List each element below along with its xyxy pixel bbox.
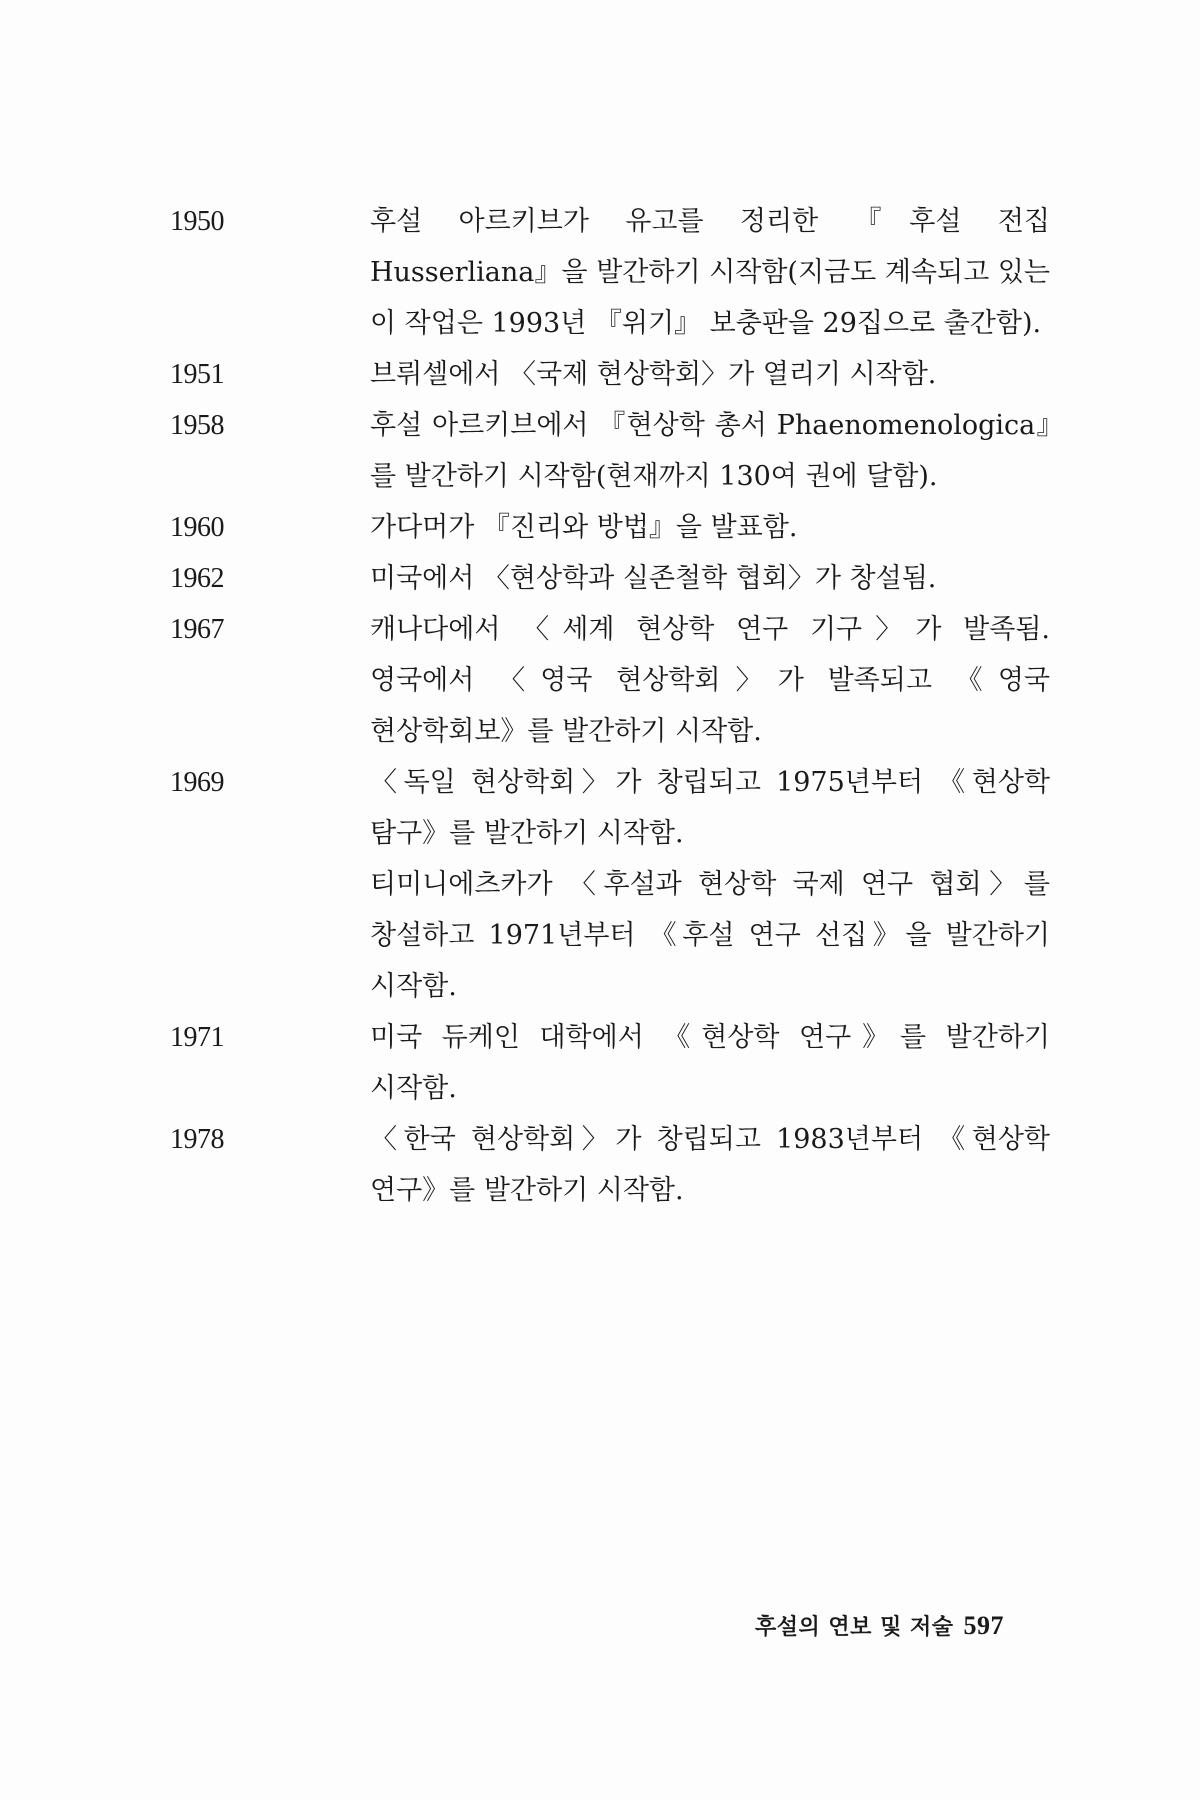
entry-text: 티미니에츠카가 〈후설과 현상학 국제 연구 협회〉를 창설하고 1971년부터 《후설 연구 선집》을 발간하기 시작함. xyxy=(370,869,1050,1002)
entry-text: 후설 아르키브에서 『현상학 총서 Phaenomenologica』를 발간하기 시작함(현재까지 130여 권에 달함). xyxy=(370,410,1050,492)
entry-year: 1978 xyxy=(170,1124,224,1155)
entry-text: 가다머가 『진리와 방법』을 발표함. xyxy=(370,512,798,543)
entry-text: 브뤼셀에서 〈국제 현상학회〉가 열리기 시작함. xyxy=(370,359,937,390)
entry-year: 1971 xyxy=(170,1022,224,1053)
entry-text: 캐나다에서 〈세계 현상학 연구 기구〉가 발족됨. 영국에서 〈영국 현상학회〉가 발족되고 《영국 현상학회보》를 발간하기 시작함. xyxy=(370,614,1050,747)
entry-year: 1958 xyxy=(170,410,224,441)
chronology-entry xyxy=(170,196,1050,349)
entry-year: 1969 xyxy=(170,767,224,798)
entry-year: 1951 xyxy=(170,359,224,390)
chronology-entry xyxy=(170,400,1050,502)
entry-year: 1950 xyxy=(170,206,224,237)
entry-year: 1967 xyxy=(170,614,224,645)
chronology-entry xyxy=(170,1114,1050,1216)
chronology-entry xyxy=(170,349,1050,400)
entry-text: 후설 아르키브가 유고를 정리한 『후설 전집 Husserliana』을 발간하기 시작함(지금도 계속되고 있는 이 작업은 1993년 『위기』 보충판을 29집으로 출간함). xyxy=(370,206,1050,339)
running-footer xyxy=(755,1610,1004,1641)
entry-text: 미국에서 〈현상학과 실존철학 협회〉가 창설됨. xyxy=(370,563,937,594)
chronology-entry xyxy=(170,757,1050,859)
chronology-entry xyxy=(170,502,1050,553)
chronology-entry xyxy=(170,553,1050,604)
entry-text: 미국 듀케인 대학에서 《현상학 연구》를 발간하기 시작함. xyxy=(370,1022,1050,1104)
chronology-entry xyxy=(170,1012,1050,1114)
entry-text: 〈독일 현상학회〉가 창립되고 1975년부터 《현상학 탐구》를 발간하기 시작함. xyxy=(370,767,1050,849)
entry-year: 1962 xyxy=(170,563,224,594)
entry-text: 〈한국 현상학회〉가 창립되고 1983년부터 《현상학 연구》를 발간하기 시작함. xyxy=(370,1124,1050,1206)
running-title: 후설의 연보 및 저술 xyxy=(755,1615,954,1640)
page-number: 597 xyxy=(963,1611,1004,1640)
chronology-list xyxy=(170,196,1050,1216)
chronology-entry xyxy=(170,604,1050,757)
entry-year: 1960 xyxy=(170,512,224,543)
chronology-entry xyxy=(170,859,1050,1012)
